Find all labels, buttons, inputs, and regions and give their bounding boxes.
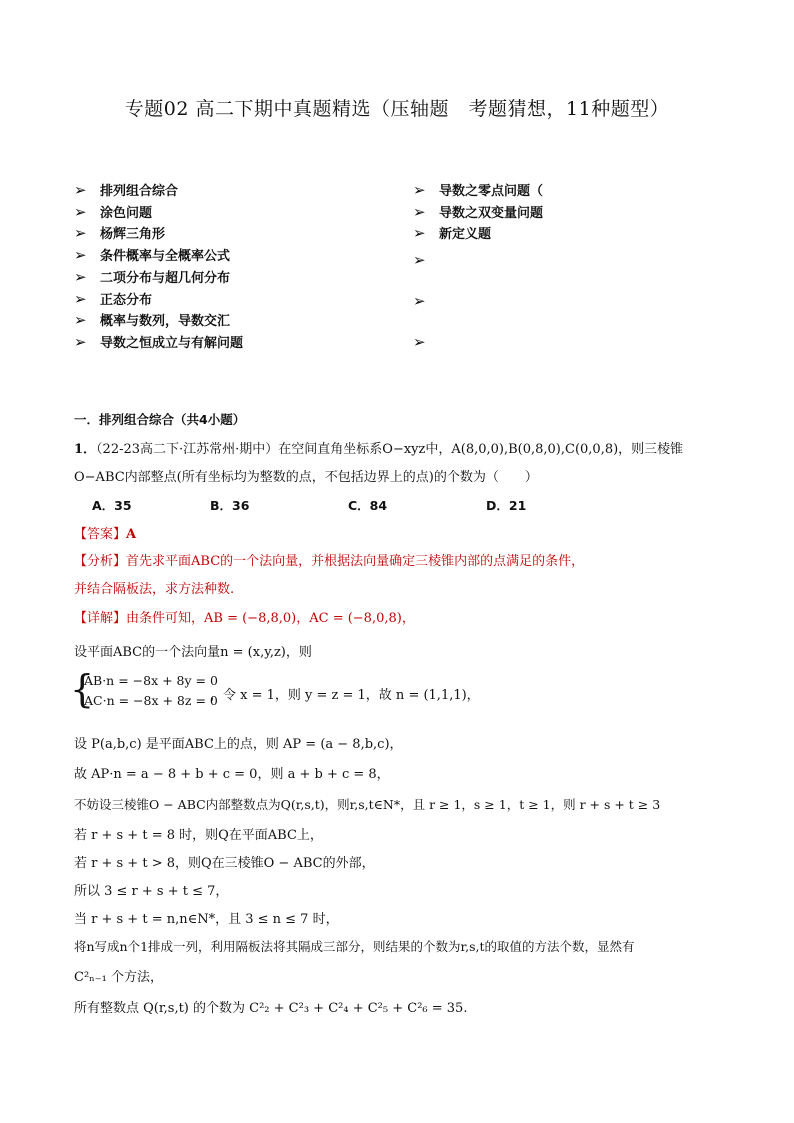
- section-heading: 一．排列组合综合（共4小题）: [74, 412, 246, 427]
- toc-item[interactable]: ➢ 杨辉三角形: [74, 224, 166, 242]
- detail-line: 所以 3 ≤ r + s + t ≤ 7，: [74, 884, 229, 899]
- toc-item[interactable]: ➢ 涂色问题: [74, 203, 153, 221]
- arrow-bullet-icon: ➢: [74, 246, 87, 264]
- analysis-line: 并结合隔板法，求方法种数.: [74, 582, 235, 597]
- toc-item[interactable]: ➢ 新定义题: [413, 224, 492, 242]
- toc-item[interactable]: ➢ 导数之双变量问题: [413, 203, 544, 221]
- analysis-line: 【分析】首先求平面ABC的一个法向量，并根据法向量确定三棱锥内部的点满足的条件，: [74, 554, 585, 569]
- arrow-bullet-icon: ➢: [74, 268, 87, 286]
- page-title: 专题02 高二下期中真题精选（压轴题 考题猜想，11种题型）: [124, 98, 670, 120]
- option-a[interactable]: A．35: [92, 498, 132, 513]
- brace-icon: {: [70, 667, 95, 711]
- detail-line: 设平面ABC的一个法向量n = (x,y,z)，则: [74, 645, 312, 660]
- toc-item[interactable]: [413, 292, 439, 310]
- equation-row: AB·n = −8x + 8y = 0: [84, 673, 218, 688]
- detail-line: 设 P(a,b,c) 是平面ABC上的点，则 AP = (a − 8,b,c)，: [74, 737, 403, 752]
- arrow-bullet-icon: ➢: [413, 292, 426, 310]
- answer-line: 【答案】A: [74, 527, 137, 542]
- equation-row: AC·n = −8x + 8z = 0: [84, 693, 218, 708]
- detail-line: 若 r + s + t = 8 时，则Q在平面ABC上，: [74, 828, 323, 843]
- arrow-bullet-icon: ➢: [413, 203, 426, 221]
- option-b[interactable]: B．36: [210, 498, 250, 513]
- detail-line: 将n写成n个1排成一列，利用隔板法将其隔成三部分，则结果的个数为r,s,t的取值的方法个数，显然有: [74, 939, 635, 954]
- detail-line: 若 r + s + t > 8，则Q在三棱锥O − ABC的外部，: [74, 856, 375, 871]
- toc-item[interactable]: ➢ 二项分布与超几何分布: [74, 268, 231, 286]
- question-line: 1．（22-23高二下·江苏常州·期中）在空间直角坐标系O−xyz中，A(8,0,0),B(0,8,0),C(0,0,8)，则三棱锥: [74, 442, 684, 457]
- toc-item[interactable]: ➢ 条件概率与全概率公式: [74, 246, 231, 264]
- toc-item[interactable]: ➢ 导数之恒成立与有解问题: [74, 333, 244, 351]
- arrow-bullet-icon: ➢: [74, 333, 87, 351]
- option-d[interactable]: D．21: [486, 498, 527, 513]
- option-c[interactable]: C．84: [348, 498, 388, 513]
- arrow-bullet-icon: ➢: [413, 333, 426, 351]
- equation-tail: ，令 x = 1，则 y = z = 1，故 n = (1,1,1)，: [210, 688, 480, 703]
- arrow-bullet-icon: ➢: [74, 181, 87, 199]
- question-line: O−ABC内部整点(所有坐标均为整数的点，不包括边界上的点)的个数为（ ）: [74, 470, 538, 485]
- toc-item[interactable]: [413, 333, 439, 351]
- detail-line: 不妨设三棱锥O − ABC内部整数点为Q(r,s,t)，则r,s,t∈N*，且 r ≥ 1，s ≥ 1，t ≥ 1，则 r + s + t ≥ 3: [74, 797, 661, 812]
- toc-item[interactable]: ➢ 排列组合综合: [74, 181, 179, 199]
- detail-line: C²ₙ₋₁ 个方法，: [74, 970, 163, 985]
- arrow-bullet-icon: ➢: [74, 224, 87, 242]
- arrow-bullet-icon: ➢: [413, 251, 426, 269]
- detail-line: 当 r + s + t = n,n∈N*，且 3 ≤ n ≤ 7 时，: [74, 912, 339, 927]
- arrow-bullet-icon: ➢: [413, 224, 426, 242]
- arrow-bullet-icon: ➢: [413, 181, 426, 199]
- toc-item[interactable]: [413, 251, 439, 269]
- arrow-bullet-icon: ➢: [74, 203, 87, 221]
- detail-line: 故 AP·n = a − 8 + b + c = 0，则 a + b + c = 8，: [74, 767, 390, 782]
- toc-item[interactable]: ➢ 概率与数列，导数交汇: [74, 311, 231, 329]
- arrow-bullet-icon: ➢: [74, 290, 87, 308]
- arrow-bullet-icon: ➢: [74, 311, 87, 329]
- toc-item[interactable]: ➢ 导数之零点问题（: [413, 181, 544, 199]
- detail-line: 【详解】由条件可知，AB = (−8,8,0)，AC = (−8,0,8)，: [74, 611, 415, 626]
- detail-line: 所有整数点 Q(r,s,t) 的个数为 C²₂ + C²₃ + C²₄ + C²₅ + C²₆ = 35.: [74, 1001, 468, 1016]
- toc-item[interactable]: ➢ 正态分布: [74, 290, 153, 308]
